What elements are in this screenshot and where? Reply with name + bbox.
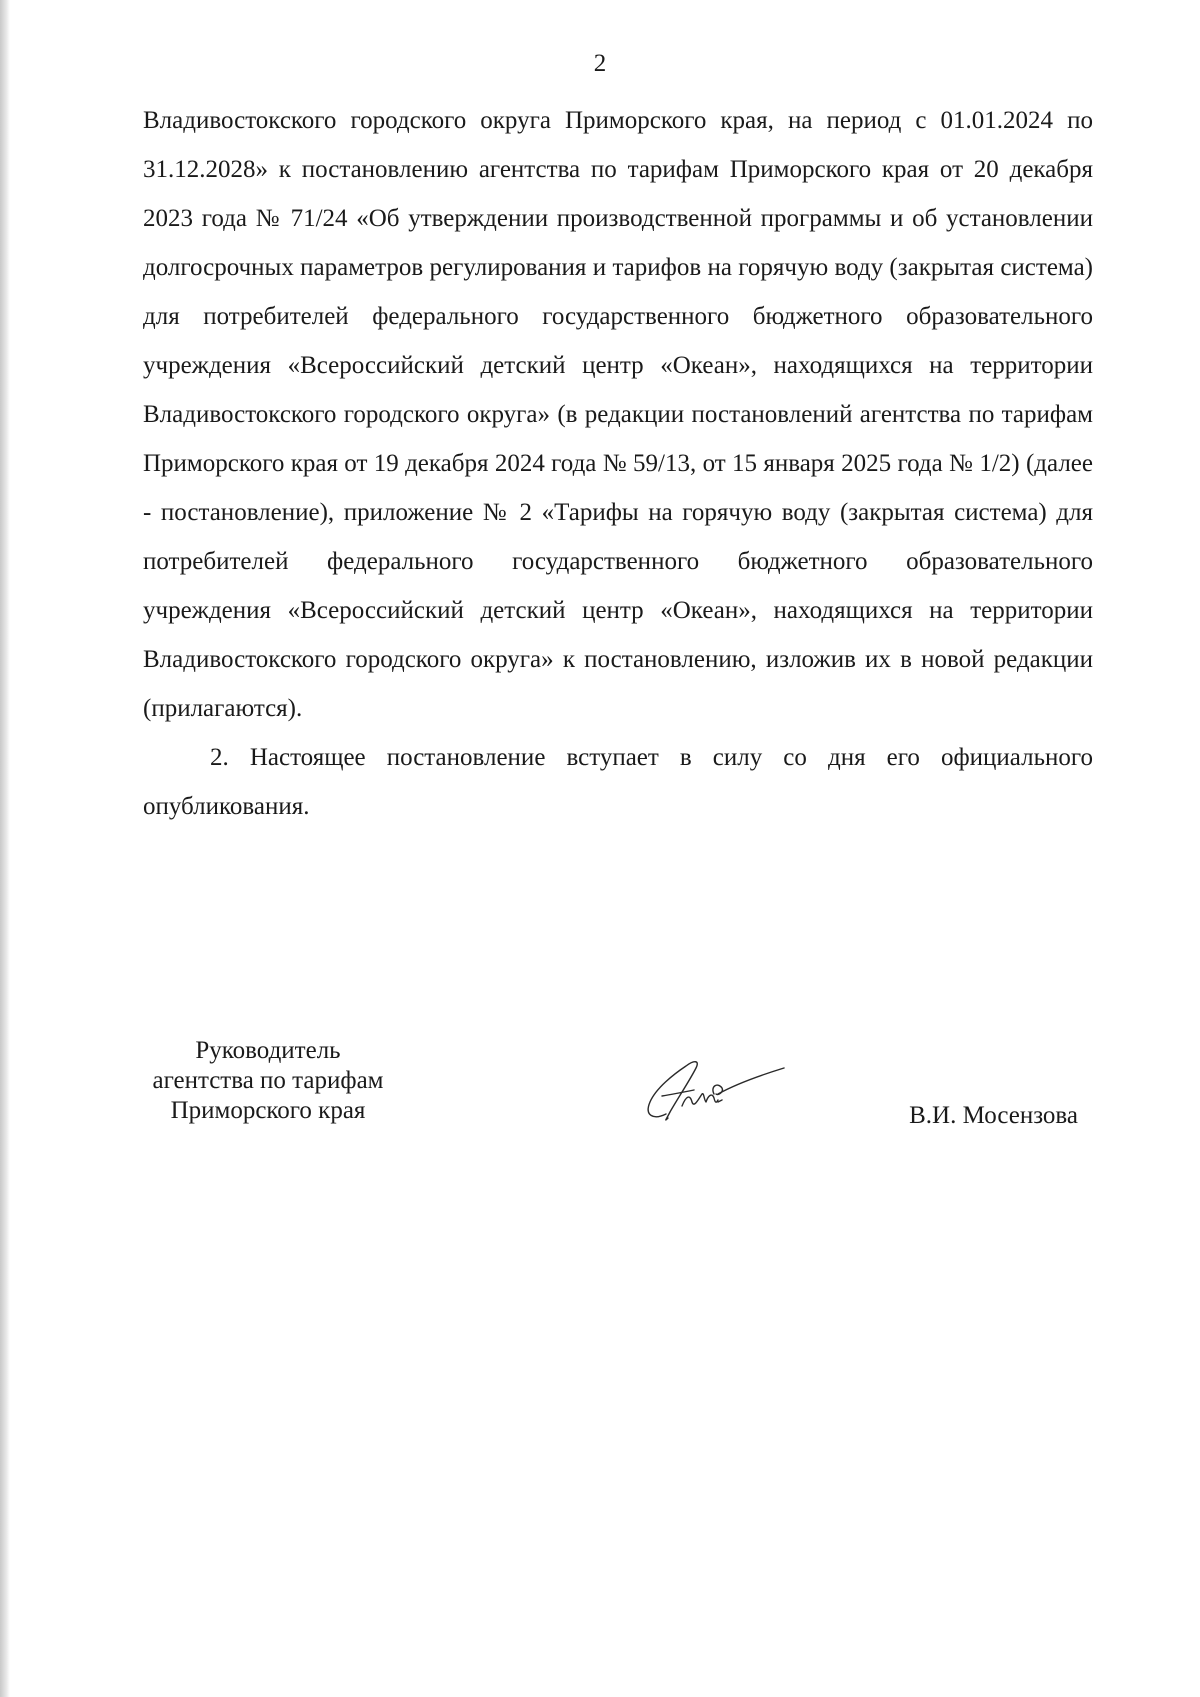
paragraph-2: 2. Настоящее постановление вступает в силу со дня его официального опубликования. bbox=[143, 744, 1093, 820]
signer-position bbox=[128, 1036, 408, 1126]
signer-name: В.И. Мосензова bbox=[909, 1102, 1078, 1129]
handwritten-signature bbox=[618, 1036, 788, 1136]
position-line-1: Руководитель bbox=[195, 1037, 341, 1064]
position-line-2: агентства по тарифам bbox=[152, 1067, 384, 1094]
document-body bbox=[143, 96, 1093, 831]
paragraph-1: Владивостокского городского округа Приморского края, на период с 01.01.2024 по 31.12.2028» к постановлению агентства по тарифам Приморского края от 20 декабря 2023 года № 71/24 «Об утверждении производственной программы и об установлении долгосрочных параметров регулирования и тарифов на горячую воду (закрытая система) для потребителей федерального государственного бюджетного образовательного учреждения «Всероссийский детский центр «Океан», находящихся на территории Владивостокского городского округа» (в редакции постановлений агентства по тарифам Приморского края от 19 декабря 2024 года № 59/13, от 15 января 2025 года № 1/2) (далее - постановление), приложение № 2 «Тарифы на горячую воду (закрытая система) для потребителей федерального государственного бюджетного образовательного учреждения «Всероссийский детский центр «Океан», находящихся на территории Владивостокского городского округа» к постановлению, изложив их в новой редакции (прилагаются). bbox=[143, 107, 1093, 722]
scan-edge bbox=[0, 0, 10, 1697]
signature-block bbox=[128, 1036, 1078, 1156]
page-number: 2 bbox=[593, 50, 607, 77]
position-line-3: Приморского края bbox=[170, 1097, 366, 1124]
